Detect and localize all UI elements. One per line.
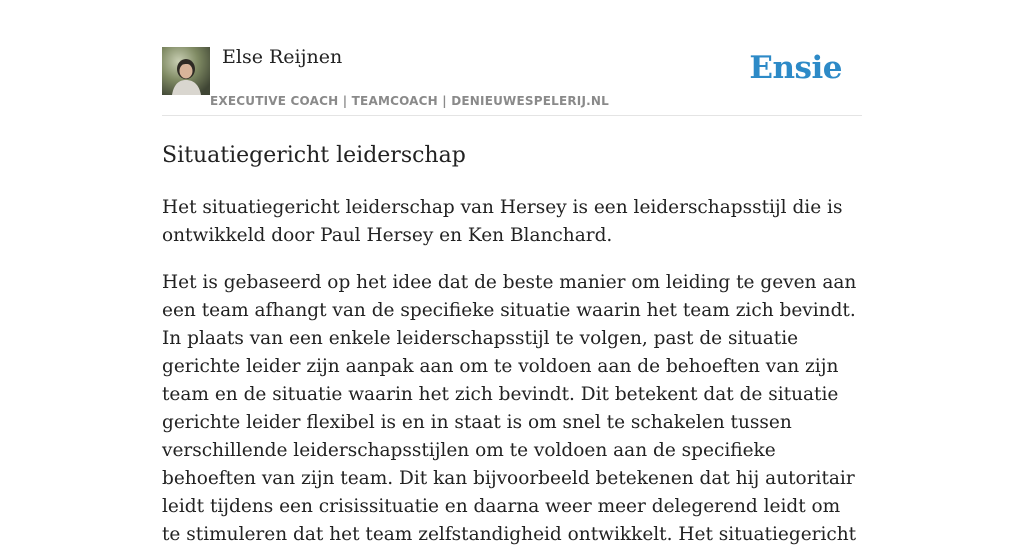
article-card (162, 0, 862, 549)
brand-logo[interactable]: Ensie (749, 50, 842, 86)
article-paragraph: Het is gebaseerd op het idee dat de beste manier om leiding te geven aan een team afhangt van de specifieke situatie waarin het team zich bevindt. In plaats van een enkele leiderschapsstijl te volgen, past de situatie gerichte leider zijn aanpak aan om te voldoen aan de behoeften van zijn team en de situatie waarin het zich bevindt. Dit betekent dat de situatie gerichte leider flexibel is en in staat is om snel te schakelen tussen verschillende leiderschapsstijlen om te voldoen aan de specifieke behoeften van zijn team. Dit kan bijvoorbeeld betekenen dat hij autoritair leidt tijdens een crisissituatie en daarna weer meer delegerend leidt om te stimuleren dat het team zelfstandigheid ontwikkelt. Het situatiegericht (162, 272, 857, 545)
author-tagline: EXECUTIVE COACH | TEAMCOACH | DENIEUWESPELERIJ.NL (210, 94, 609, 108)
avatar-photo-icon (162, 47, 210, 95)
article-body (162, 194, 862, 549)
author-name[interactable]: Else Reijnen (222, 46, 343, 68)
article-paragraph: Het situatiegericht leiderschap van Hersey is een leiderschapsstijl die is ontwikkeld door Paul Hersey en Ken Blanchard. (162, 197, 843, 246)
article-title: Situatiegericht leiderschap (162, 143, 466, 168)
author-avatar[interactable] (162, 47, 210, 95)
author-header (162, 0, 862, 116)
